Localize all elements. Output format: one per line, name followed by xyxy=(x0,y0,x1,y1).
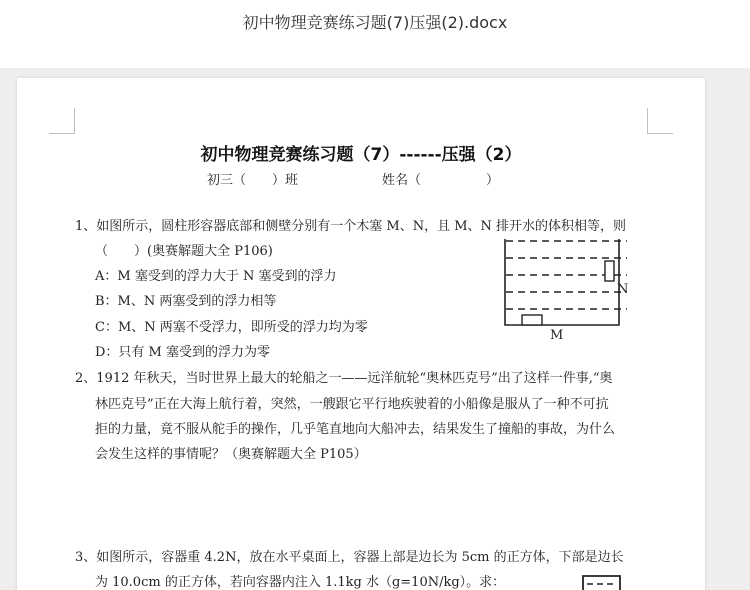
q2-text-line3: 拒的力量，竟不服从舵手的操作，几乎笔直地向大船冲去，结果发生了撞船的事故，为什么 xyxy=(95,422,616,437)
window-title: 初中物理竞赛练习题(7)压强(2).docx xyxy=(242,13,508,32)
plug-m-shape xyxy=(522,315,542,325)
class-field-label: 初三（ ）班 xyxy=(207,173,299,188)
q2-text-line4: 会发生这样的事情呢？（奥赛解题大全 P105） xyxy=(95,447,367,462)
q1-text-line1: 1、如图所示，圆柱形容器底部和侧壁分别有一个木塞 M、N，且 M、N 排开水的体积相等，则 xyxy=(75,219,627,234)
q3-text-line2: 为 10.0cm 的正方体，若向容器内注入 1.1kg 水（g=10N/kg）。求： xyxy=(95,575,506,590)
q1-text-line2: （ ）(奥赛解题大全 P106) xyxy=(95,244,273,259)
plug-n-shape xyxy=(605,261,614,281)
q1-option-a: A：M 塞受到的浮力大于 N 塞受到的浮力 xyxy=(95,269,337,284)
document-heading: 初中物理竞赛练习题（7）------压强（2） xyxy=(200,145,522,165)
q1-option-c: C：M、N 两塞不受浮力，即所受的浮力均为零 xyxy=(95,320,368,335)
q3-container-figure xyxy=(582,575,622,590)
document-page[interactable] xyxy=(17,78,705,590)
q1-option-b: B：M、N 两塞受到的浮力相等 xyxy=(95,294,277,309)
q1-option-d: D：只有 M 塞受到的浮力为零 xyxy=(95,345,270,360)
q2-text-line2: 林匹克号”正在大海上航行着，突然，一艘跟它平行地疾驶着的小船像是服从了一种不可抗 xyxy=(95,397,609,412)
margin-corner-top-right xyxy=(647,108,673,134)
margin-corner-top-left xyxy=(49,108,75,134)
title-bar xyxy=(0,0,750,68)
figure-label-m: M xyxy=(550,328,564,343)
q1-container-figure xyxy=(497,233,647,343)
q3-text-line1: 3、如图所示，容器重 4.2N，放在水平桌面上，容器上部是边长为 5cm 的正方体，下部是边长 xyxy=(75,550,624,565)
figure-label-n: N xyxy=(617,282,629,297)
name-field-label: 姓名（ ） xyxy=(382,173,500,188)
q2-text-line1: 2、1912 年秋天，当时世界上最大的轮船之一——远洋航轮“奥林匹克号”出了这样一件事,“奥 xyxy=(75,371,613,386)
